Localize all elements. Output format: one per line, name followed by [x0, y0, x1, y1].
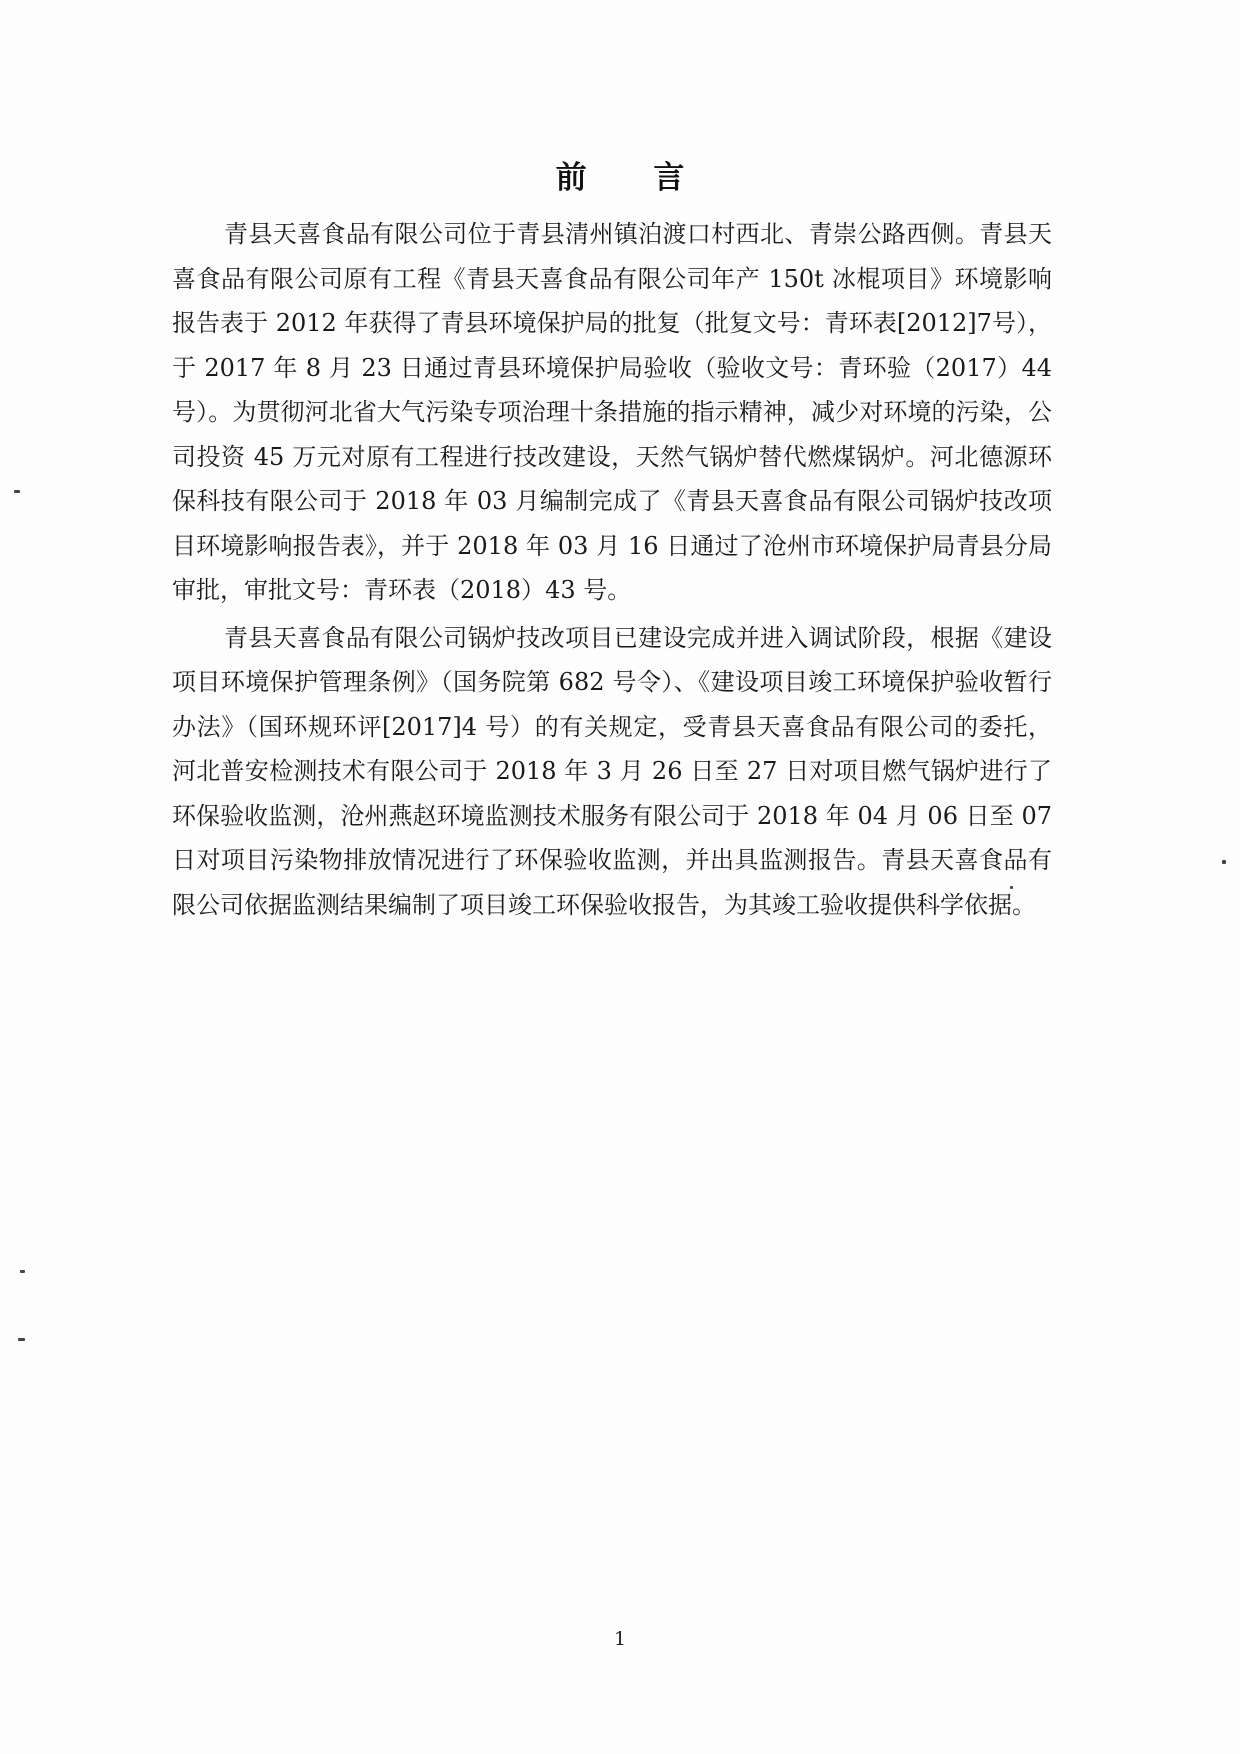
paragraph-2: 青县天喜食品有限公司锅炉技改项目已建设完成并进入调试阶段，根据《建设项目环境保护管理条例》（国务院第 682 号令）、《建设项目竣工环境保护验收暂行办法》（国环规环评[2017]4 号）的有关规定，受青县天喜食品有限公司的委托，河北普安检测技术有限公司于 2018 年 3 月 26 日至 27 日对项目燃气锅炉进行了环保验收监测，沧州燕赵环境监测技术服务有限公司于 2018 年 04 月 06 日至 07 日对项目污染物排放情况进行了环保验收监测，并出具监测报告。青县天喜食品有限公司依据监测结果编制了项目竣工环保验收报告，为其竣工验收提供科学依据。 — [172, 623, 1052, 919]
page-number: 1 — [613, 1628, 627, 1650]
scan-speck — [1222, 860, 1226, 864]
document-body — [172, 212, 1052, 927]
scan-speck — [18, 1338, 25, 1341]
scan-speck — [1010, 886, 1013, 889]
page-title: 前 言 — [555, 160, 713, 196]
scan-speck — [14, 490, 20, 493]
paragraph-1: 青县天喜食品有限公司位于青县清州镇泊渡口村西北、青崇公路西侧。青县天喜食品有限公司原有工程《青县天喜食品有限公司年产 150t 冰棍项目》环境影响报告表于 2012 年获得了青县环境保护局的批复（批复文号：青环表[2012]7号），于 2017 年 8 月 23 日通过青县环境保护局验收（验收文号：青环验（2017）44 号）。为贯彻河北省大气污染专项治理十条措施的指示精神，减少对环境的污染，公司投资 45 万元对原有工程进行技改建设，天然气锅炉替代燃煤锅炉。河北德源环保科技有限公司于 2018 年 03 月编制完成了《青县天喜食品有限公司锅炉技改项目环境影响报告表》，并于 2018 年 03 月 16 日通过了沧州市环境保护局青县分局审批，审批文号：青环表（2018）43 号。 — [172, 220, 1052, 604]
scan-speck — [20, 1270, 25, 1273]
